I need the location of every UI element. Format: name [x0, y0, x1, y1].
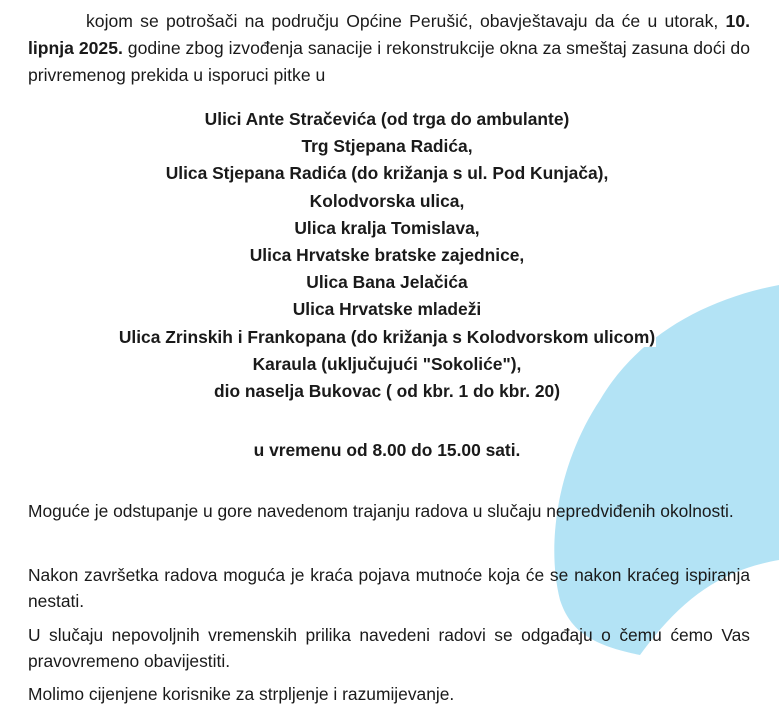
street-item: Ulica Stjepana Radića (do križanja s ul. Pod Kunjača), [165, 163, 609, 184]
street-item: Ulica Hrvatske mladeži [292, 299, 482, 320]
street-item: Trg Stjepana Radića, [301, 136, 473, 157]
note-paragraph-turbidity: Nakon završetka radova moguća je kraća pojava mutnoće koja će se nakon kraćeg ispiranja nestati. [28, 565, 750, 611]
street-item: dio naselja Bukovac ( od kbr. 1 do kbr. 20) [214, 381, 560, 402]
intro-date: 10. lipnja 2025. [28, 11, 750, 58]
street-item: Ulica Bana Jelačića [306, 272, 468, 293]
street-item: Ulica kralja Tomislava, [294, 217, 480, 238]
street-item: Kolodvorska ulica, [309, 190, 465, 211]
intro-text-after: godine zbog izvođenja sanacije i rekonstrukcije okna za smeštaj zasuna doći do privremenog prekida u isporuci pitke u [28, 38, 751, 85]
outage-time: u vremenu od 8.00 do 15.00 sati. [253, 440, 521, 460]
intro-text-before: kojom se potrošači na području Općine Perušić, obavještavaju da će u utorak, [86, 11, 726, 31]
street-list [28, 106, 746, 405]
street-item: Ulici Ante Stračevića (od trga do ambulante) [204, 109, 570, 129]
street-item: Karaula (uključujući "Sokoliće"), [252, 353, 522, 374]
note-paragraph-weather: U slučaju nepovoljnih vremenskih prilika navedeni radovi se odgađaju o čemu ćemo Vas pravovremeno obavijestiti. [28, 625, 750, 671]
closing-paragraph: Molimo cijenjene korisnike za strpljenje i razumijevanje. [28, 684, 455, 704]
intro-paragraph [28, 8, 750, 89]
street-item: Ulica Zrinskih i Frankopana (do križanja s Kolodvorskom ulicom) [118, 326, 656, 347]
note-paragraph-deviation: Moguće je odstupanje u gore navedenom trajanju radova u slučaju nepredviđenih okolnosti. [28, 501, 734, 521]
street-item: Ulica Hrvatske bratske zajednice, [249, 245, 525, 266]
